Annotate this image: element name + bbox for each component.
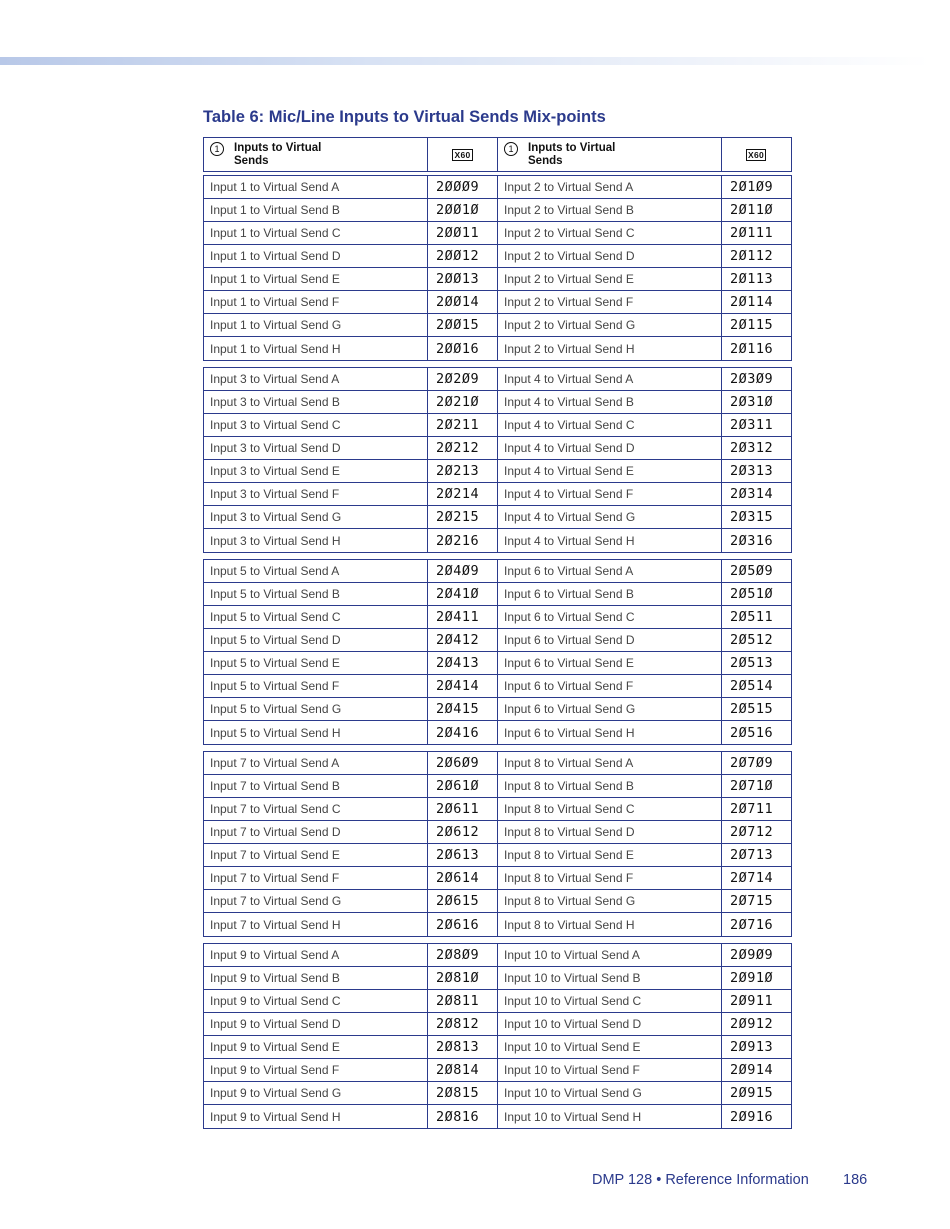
input-label-right: Input 2 to Virtual Send B [498, 199, 722, 221]
x60-code-right: 2Ø1Ø9 [730, 179, 774, 195]
x60-code-left: 2Ø414 [428, 675, 498, 697]
header-col3-label: Inputs to Virtual Sends [528, 141, 616, 167]
x60-code-right: 2Ø91Ø [730, 970, 774, 986]
circled-number-icon: 1 [504, 142, 518, 156]
x60-code-right: 2Ø115 [730, 317, 774, 333]
header-col2 [428, 138, 498, 171]
x60-code-right: 2Ø914 [730, 1062, 774, 1078]
input-label-right: Input 2 to Virtual Send F [498, 291, 722, 313]
x60-code-right: 2Ø715 [730, 893, 774, 909]
table-row [204, 368, 791, 391]
input-label-left: Input 7 to Virtual Send E [204, 844, 428, 866]
table-row [204, 506, 791, 529]
input-label-left: Input 9 to Virtual Send F [204, 1059, 428, 1081]
input-label-left: Input 3 to Virtual Send F [204, 483, 428, 505]
x60-code-left: 2Ø41Ø [428, 583, 498, 605]
x60-code-right: 2Ø311 [730, 417, 774, 433]
table-group [203, 367, 792, 553]
x60-code-right: 2Ø312 [730, 440, 774, 456]
input-label-right: Input 4 to Virtual Send G [498, 506, 722, 528]
x60-code-right: 2Ø315 [730, 509, 774, 525]
input-label-left: Input 9 to Virtual Send H [204, 1105, 428, 1128]
x60-code-right: 2Ø3Ø9 [730, 371, 774, 387]
input-label-left: Input 5 to Virtual Send F [204, 675, 428, 697]
input-label-left: Input 3 to Virtual Send G [204, 506, 428, 528]
table-row [204, 291, 791, 314]
table-row [204, 560, 791, 583]
x60-code-left: 2ØØ12 [428, 245, 498, 267]
table-row [204, 1013, 791, 1036]
x60-code-right: 2Ø51Ø [730, 586, 774, 602]
input-label-left: Input 5 to Virtual Send D [204, 629, 428, 651]
x60-code-right: 2Ø114 [730, 294, 774, 310]
table-row [204, 583, 791, 606]
x60-code-right: 2Ø111 [730, 225, 774, 241]
input-label-left: Input 9 to Virtual Send D [204, 1013, 428, 1035]
table-row [204, 913, 791, 936]
x60-code-left: 2Ø611 [428, 798, 498, 820]
input-label-right: Input 4 to Virtual Send C [498, 414, 722, 436]
table-row [204, 821, 791, 844]
table-row [204, 483, 791, 506]
x60-code-right: 2Ø11Ø [730, 202, 774, 218]
header-col1-label: Inputs to Virtual Sends [234, 141, 322, 167]
table-row [204, 199, 791, 222]
x60-code-right: 2Ø912 [730, 1016, 774, 1032]
x60-code-left: 2Ø411 [428, 606, 498, 628]
input-label-right: Input 6 to Virtual Send H [498, 721, 722, 744]
input-label-left: Input 1 to Virtual Send G [204, 314, 428, 336]
x60-code-left: 2Ø814 [428, 1059, 498, 1081]
x60-code-right: 2Ø112 [730, 248, 774, 264]
x60-code-left: 2Ø615 [428, 890, 498, 912]
header-col1 [204, 138, 428, 171]
table-group [203, 751, 792, 937]
input-label-left: Input 3 to Virtual Send B [204, 391, 428, 413]
input-label-right: Input 6 to Virtual Send B [498, 583, 722, 605]
x60-code-left: 2ØØ1Ø [428, 199, 498, 221]
input-label-left: Input 3 to Virtual Send A [204, 368, 428, 390]
x60-code-right: 2Ø915 [730, 1085, 774, 1101]
input-label-right: Input 4 to Virtual Send A [498, 368, 722, 390]
input-label-right: Input 8 to Virtual Send E [498, 844, 722, 866]
mix-points-table [203, 137, 792, 1129]
input-label-right: Input 6 to Virtual Send E [498, 652, 722, 674]
input-label-left: Input 1 to Virtual Send A [204, 176, 428, 198]
table-row [204, 944, 791, 967]
input-label-left: Input 1 to Virtual Send E [204, 268, 428, 290]
x60-code-right: 2Ø116 [730, 340, 774, 357]
table-row [204, 698, 791, 721]
table-row [204, 1036, 791, 1059]
x60-code-right: 2Ø513 [730, 655, 774, 671]
table-row [204, 1082, 791, 1105]
input-label-right: Input 6 to Virtual Send F [498, 675, 722, 697]
x60-code-left: 2Ø614 [428, 867, 498, 889]
x60-code-left: 2Ø215 [428, 506, 498, 528]
table-row [204, 176, 791, 199]
input-label-right: Input 8 to Virtual Send G [498, 890, 722, 912]
input-label-left: Input 7 to Virtual Send C [204, 798, 428, 820]
x60-code-left: 2Ø613 [428, 844, 498, 866]
header-gradient-band [0, 57, 930, 65]
x60-command-icon: X60 [747, 149, 765, 160]
x60-code-left: 2Ø413 [428, 652, 498, 674]
x60-code-right: 2Ø713 [730, 847, 774, 863]
input-label-right: Input 4 to Virtual Send B [498, 391, 722, 413]
input-label-left: Input 7 to Virtual Send B [204, 775, 428, 797]
input-label-left: Input 3 to Virtual Send E [204, 460, 428, 482]
input-label-left: Input 7 to Virtual Send D [204, 821, 428, 843]
x60-code-right: 2Ø316 [730, 532, 774, 549]
input-label-right: Input 4 to Virtual Send F [498, 483, 722, 505]
input-label-left: Input 3 to Virtual Send H [204, 529, 428, 552]
x60-code-left: 2Ø81Ø [428, 967, 498, 989]
input-label-right: Input 8 to Virtual Send D [498, 821, 722, 843]
table-row [204, 867, 791, 890]
x60-code-left: 2Ø812 [428, 1013, 498, 1035]
x60-code-left: 2Ø612 [428, 821, 498, 843]
input-label-right: Input 8 to Virtual Send H [498, 913, 722, 936]
x60-code-left: 2Ø412 [428, 629, 498, 651]
x60-code-right: 2Ø31Ø [730, 394, 774, 410]
x60-code-left: 2ØØ14 [428, 291, 498, 313]
input-label-right: Input 6 to Virtual Send D [498, 629, 722, 651]
x60-code-left: 2Ø211 [428, 414, 498, 436]
table-row [204, 890, 791, 913]
x60-code-right: 2Ø911 [730, 993, 774, 1009]
input-label-right: Input 8 to Virtual Send F [498, 867, 722, 889]
input-label-left: Input 1 to Virtual Send H [204, 337, 428, 360]
input-label-right: Input 2 to Virtual Send D [498, 245, 722, 267]
input-label-right: Input 10 to Virtual Send C [498, 990, 722, 1012]
x60-code-left: 2Ø213 [428, 460, 498, 482]
table-row [204, 337, 791, 360]
input-label-left: Input 9 to Virtual Send C [204, 990, 428, 1012]
input-label-left: Input 1 to Virtual Send C [204, 222, 428, 244]
input-label-right: Input 6 to Virtual Send A [498, 560, 722, 582]
x60-code-right: 2Ø113 [730, 271, 774, 287]
input-label-right: Input 2 to Virtual Send C [498, 222, 722, 244]
x60-code-left: 2Ø415 [428, 698, 498, 720]
input-label-left: Input 9 to Virtual Send G [204, 1082, 428, 1104]
x60-command-icon: X60 [454, 149, 471, 160]
input-label-right: Input 6 to Virtual Send G [498, 698, 722, 720]
input-label-right: Input 4 to Virtual Send E [498, 460, 722, 482]
input-label-right: Input 8 to Virtual Send C [498, 798, 722, 820]
table-row [204, 629, 791, 652]
table-row [204, 967, 791, 990]
x60-code-left: 2ØØ11 [428, 222, 498, 244]
table-row [204, 990, 791, 1013]
x60-code-left: 2Ø21Ø [428, 391, 498, 413]
x60-code-left: 2ØØ16 [428, 337, 498, 360]
table-row [204, 652, 791, 675]
page-number: 186 [843, 1172, 868, 1188]
x60-code-left: 2Ø6Ø9 [428, 752, 498, 774]
input-label-right: Input 10 to Virtual Send H [498, 1105, 722, 1128]
table-row [204, 775, 791, 798]
table-group [203, 559, 792, 745]
input-label-left: Input 5 to Virtual Send E [204, 652, 428, 674]
input-label-right: Input 10 to Virtual Send G [498, 1082, 722, 1104]
input-label-right: Input 2 to Virtual Send G [498, 314, 722, 336]
input-label-right: Input 10 to Virtual Send A [498, 944, 722, 966]
x60-code-left: 2Ø816 [428, 1105, 498, 1128]
x60-code-left: 2Ø61Ø [428, 775, 498, 797]
circled-number-icon: 1 [210, 142, 224, 156]
table-row [204, 798, 791, 821]
x60-code-right: 2Ø5Ø9 [730, 563, 774, 579]
table-row [204, 437, 791, 460]
input-label-left: Input 3 to Virtual Send D [204, 437, 428, 459]
x60-code-right: 2Ø714 [730, 870, 774, 886]
x60-code-right: 2Ø711 [730, 801, 774, 817]
x60-code-right: 2Ø313 [730, 463, 774, 479]
table-row [204, 752, 791, 775]
footer-text: DMP 128 • Reference Information [592, 1172, 809, 1188]
input-label-left: Input 1 to Virtual Send D [204, 245, 428, 267]
input-label-right: Input 8 to Virtual Send A [498, 752, 722, 774]
input-label-left: Input 1 to Virtual Send B [204, 199, 428, 221]
x60-code-right: 2Ø916 [730, 1108, 774, 1125]
table-row [204, 1059, 791, 1082]
table-row [204, 1105, 791, 1128]
input-label-right: Input 10 to Virtual Send B [498, 967, 722, 989]
x60-code-right: 2Ø71Ø [730, 778, 774, 794]
header-col4 [722, 138, 790, 171]
table-row [204, 414, 791, 437]
input-label-left: Input 1 to Virtual Send F [204, 291, 428, 313]
table-row [204, 245, 791, 268]
table-row [204, 460, 791, 483]
x60-code-right: 2Ø9Ø9 [730, 947, 774, 963]
x60-code-left: 2Ø813 [428, 1036, 498, 1058]
input-label-left: Input 5 to Virtual Send A [204, 560, 428, 582]
x60-code-left: 2Ø4Ø9 [428, 560, 498, 582]
x60-code-left: 2Ø811 [428, 990, 498, 1012]
table-row [204, 222, 791, 245]
table-row [204, 391, 791, 414]
x60-code-left: 2ØØ15 [428, 314, 498, 336]
x60-code-left: 2Ø416 [428, 721, 498, 744]
x60-code-right: 2Ø514 [730, 678, 774, 694]
input-label-right: Input 2 to Virtual Send E [498, 268, 722, 290]
x60-code-left: 2Ø216 [428, 529, 498, 552]
x60-code-right: 2Ø913 [730, 1039, 774, 1055]
input-label-right: Input 2 to Virtual Send A [498, 176, 722, 198]
input-label-left: Input 7 to Virtual Send A [204, 752, 428, 774]
table-row [204, 844, 791, 867]
table-body [203, 175, 792, 1129]
input-label-left: Input 7 to Virtual Send H [204, 913, 428, 936]
x60-code-left: 2ØØØ9 [428, 176, 498, 198]
x60-code-left: 2Ø2Ø9 [428, 368, 498, 390]
input-label-right: Input 4 to Virtual Send D [498, 437, 722, 459]
table-group [203, 943, 792, 1129]
x60-code-right: 2Ø7Ø9 [730, 755, 774, 771]
input-label-left: Input 9 to Virtual Send A [204, 944, 428, 966]
x60-code-right: 2Ø516 [730, 724, 774, 741]
input-label-right: Input 10 to Virtual Send E [498, 1036, 722, 1058]
table-row [204, 721, 791, 744]
x60-code-left: 2Ø815 [428, 1082, 498, 1104]
input-label-left: Input 7 to Virtual Send F [204, 867, 428, 889]
input-label-left: Input 5 to Virtual Send G [204, 698, 428, 720]
table-row [204, 606, 791, 629]
x60-code-left: 2Ø616 [428, 913, 498, 936]
x60-code-left: 2Ø8Ø9 [428, 944, 498, 966]
x60-code-right: 2Ø511 [730, 609, 774, 625]
table-row [204, 314, 791, 337]
input-label-right: Input 8 to Virtual Send B [498, 775, 722, 797]
header-col3 [498, 138, 722, 171]
table-row [204, 268, 791, 291]
input-label-left: Input 5 to Virtual Send B [204, 583, 428, 605]
table-title: Table 6: Mic/Line Inputs to Virtual Sends Mix-points [203, 108, 606, 126]
x60-code-right: 2Ø515 [730, 701, 774, 717]
input-label-left: Input 9 to Virtual Send B [204, 967, 428, 989]
input-label-left: Input 9 to Virtual Send E [204, 1036, 428, 1058]
input-label-right: Input 4 to Virtual Send H [498, 529, 722, 552]
table-row [204, 529, 791, 552]
x60-code-right: 2Ø314 [730, 486, 774, 502]
input-label-left: Input 3 to Virtual Send C [204, 414, 428, 436]
input-label-right: Input 10 to Virtual Send F [498, 1059, 722, 1081]
input-label-left: Input 5 to Virtual Send H [204, 721, 428, 744]
input-label-left: Input 5 to Virtual Send C [204, 606, 428, 628]
x60-code-right: 2Ø716 [730, 916, 774, 933]
x60-code-left: 2Ø212 [428, 437, 498, 459]
x60-code-left: 2ØØ13 [428, 268, 498, 290]
input-label-left: Input 7 to Virtual Send G [204, 890, 428, 912]
table-row [204, 675, 791, 698]
x60-code-right: 2Ø712 [730, 824, 774, 840]
table-group [203, 175, 792, 361]
x60-code-left: 2Ø214 [428, 483, 498, 505]
table-header-row [203, 137, 792, 172]
x60-code-right: 2Ø512 [730, 632, 774, 648]
input-label-right: Input 2 to Virtual Send H [498, 337, 722, 360]
input-label-right: Input 6 to Virtual Send C [498, 606, 722, 628]
input-label-right: Input 10 to Virtual Send D [498, 1013, 722, 1035]
